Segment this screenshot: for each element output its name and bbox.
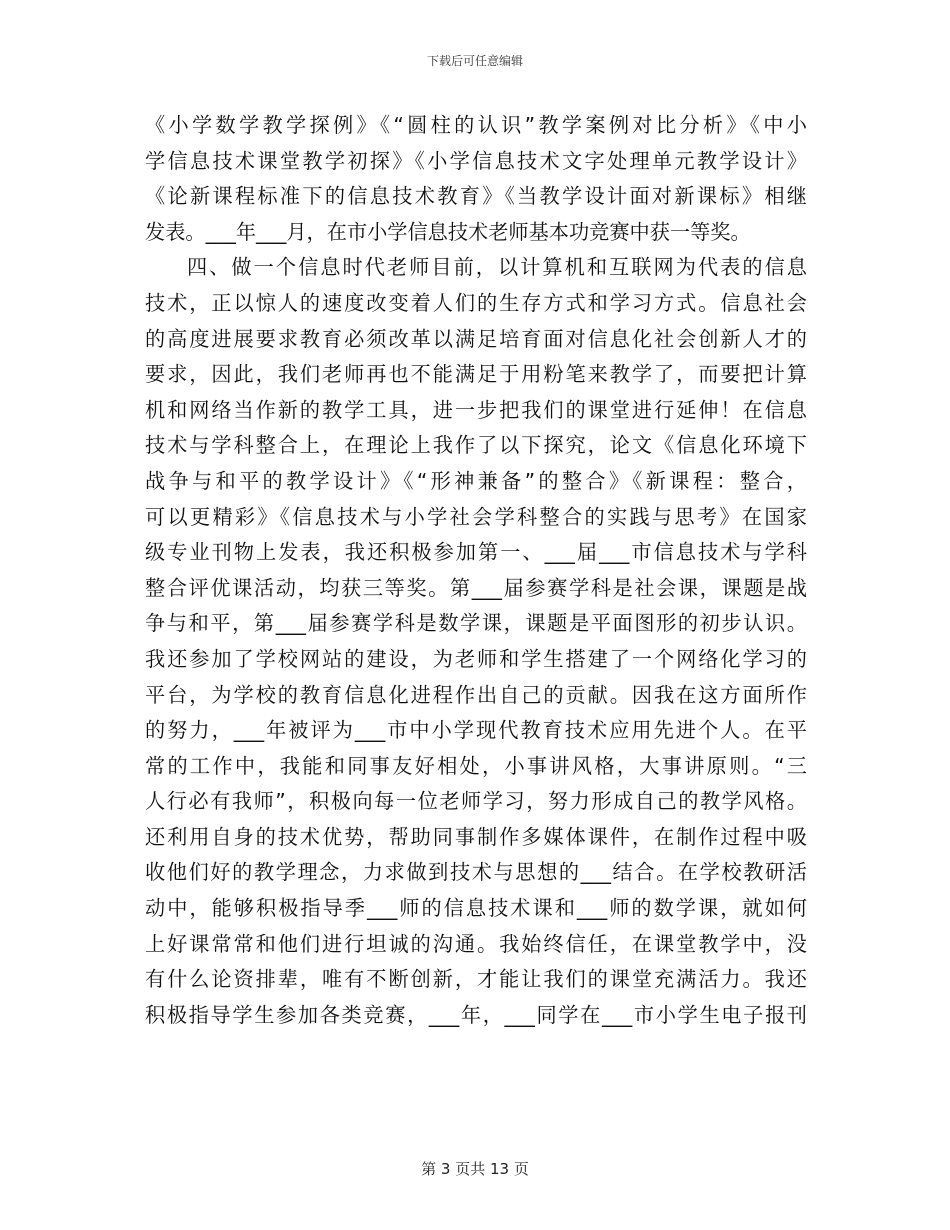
body-line: 有什么论资排辈，唯有不断创新，才能让我们的课堂充满活力。我还	[145, 967, 807, 992]
document-body	[145, 108, 807, 1033]
body-line: 可以更精彩》《信息技术与小学社会学科整合的实践与思考》在国家	[145, 504, 807, 529]
body-line: 学信息技术课堂教学初探》《小学信息技术文字处理单元教学设计》	[145, 148, 807, 173]
body-line: 战争与和平的教学设计》《“形神兼备”的整合》《新课程：整合，	[145, 468, 807, 493]
body-line: 《论新课程标准下的信息技术教育》《当教学设计面对新课标》相继	[145, 184, 807, 209]
body-line: 平台，为学校的教育信息化进程作出自己的贡献。因我在这方面所作	[145, 682, 807, 707]
page-footer: 第 3 页共 13 页	[421, 1160, 529, 1178]
page-header: 下载后可任意编辑	[426, 54, 523, 68]
body-line: 人行必有我师”，积极向每一位老师学习，努力形成自己的教学风格。	[145, 789, 807, 814]
body-line: 常的工作中，我能和同事友好相处，小事讲风格，大事讲原则。“三	[145, 753, 807, 778]
body-line: 的努力，___年被评为___市中小学现代教育技术应用先进个人。在平	[145, 718, 807, 743]
paragraph-start-line: 四、做一个信息时代老师目前，以计算机和互联网为代表的信息	[187, 255, 807, 280]
body-line: 上好课常常和他们进行坦诚的沟通。我始终信任，在课堂教学中，没	[145, 931, 807, 956]
body-line: 收他们好的教学理念，力求做到技术与思想的___结合。在学校教研活	[145, 860, 807, 885]
body-line: 争与和平，第___届参赛学科是数学课，课题是平面图形的初步认识。	[145, 611, 807, 636]
body-line: 的高度进展要求教育必须改革以满足培育面对信息化社会创新人才的	[145, 326, 807, 351]
body-line: 级专业刊物上发表，我还积极参加第一、___届___市信息技术与学科	[145, 540, 807, 565]
body-line: 整合评优课活动，均获三等奖。第___届参赛学科是社会课，课题是战	[145, 575, 807, 600]
body-line: 技术，正以惊人的速度改变着人们的生存方式和学习方式。信息社会	[145, 290, 807, 315]
body-line: 动中，能够积极指导季___师的信息技术课和___师的数学课，就如何	[145, 896, 807, 921]
body-line: 发表。___年___月，在市小学信息技术老师基本功竞赛中获一等奖。	[145, 219, 751, 244]
body-line: 《小学数学教学探例》《“圆柱的认识”教学案例对比分析》《中小	[145, 113, 807, 137]
body-line: 技术与学科整合上，在理论上我作了以下探究，论文《信息化环境下	[145, 433, 807, 458]
body-line: 还利用自身的技术优势，帮助同事制作多媒体课件，在制作过程中吸	[145, 824, 807, 849]
body-line: 积极指导学生参加各类竞赛，___年，___同学在___市小学生电子报刊	[145, 1002, 807, 1027]
body-line: 我还参加了学校网站的建设，为老师和学生搭建了一个网络化学习的	[145, 646, 807, 671]
body-line: 机和网络当作新的教学工具，进一步把我们的课堂进行延伸！在信息	[145, 397, 807, 422]
body-line: 要求，因此，我们老师再也不能满足于用粉笔来教学了，而要把计算	[145, 362, 807, 387]
